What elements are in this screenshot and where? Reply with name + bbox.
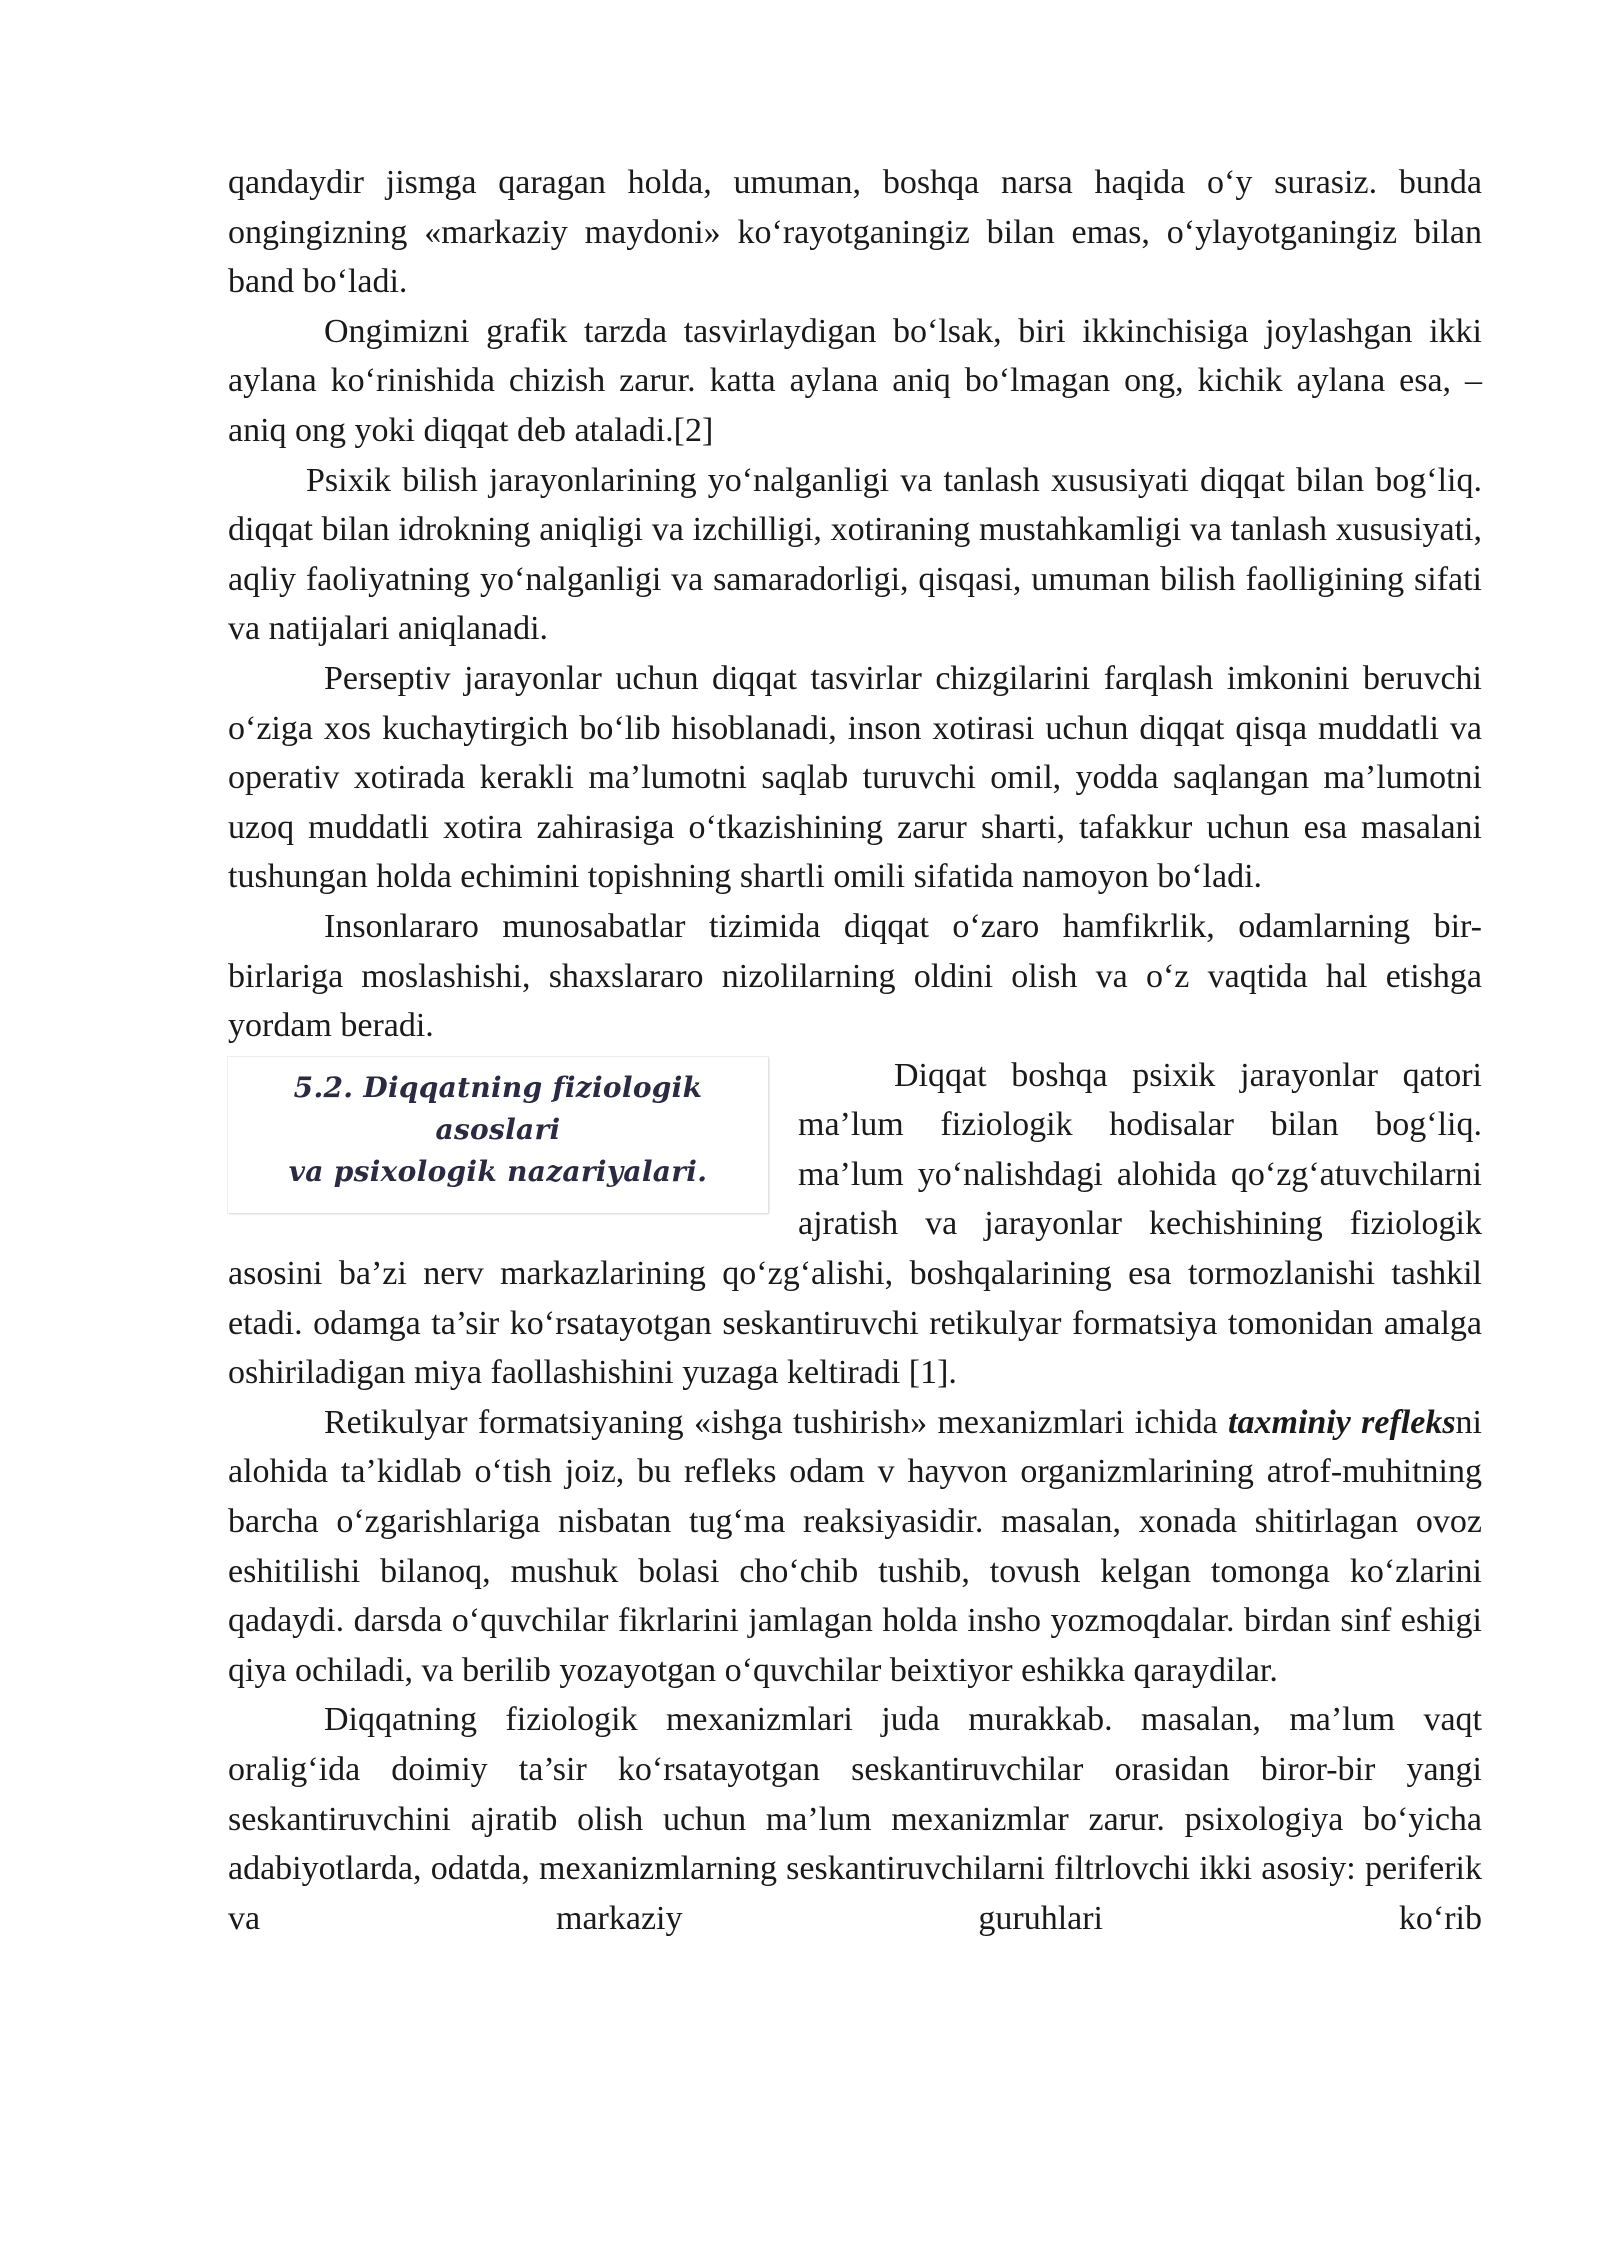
paragraph-6: Diqqat boshqa psixik jarayonlar qatori ma’lum fiziologik hodisalar bilan bog‘liq. ma’lum yo‘nalishdagi alohida qo‘zg‘atuvchilarni ajratish va jarayonlar kechishining fiziologik asosini ba’zi nerv markazlarining qo‘zg‘alishi, boshqalarining esa tormozlanishi tashkil etadi. odamga ta’sir ko‘rsatayotgan seskantiruvchi retikulyar formatsiya tomonidan amalga oshiriladigan miya faollashishini yuzaga keltiradi [1]. — [228, 1056, 1482, 1392]
section-heading-image — [228, 1057, 768, 1213]
paragraph-1: qandaydir jismga qaragan holda, umuman, boshqa narsa haqida o‘y surasiz. bunda ongingizning «markaziy maydoni» ko‘rayotganingiz bilan emas, o‘ylayotganingiz bilan band bo‘ladi. — [228, 164, 1482, 301]
paragraph-3: Psixik bilish jarayonlarining yo‘nalganligi va tanlash xususiyati diqqat bilan bog‘liq. diqqat bilan idrokning aniqligi va izchilligi, xotiraning mustahkamligi va tanlash xususiyati, aqliy faoliyatning yo‘nalganligi va samaradorligi, qisqasi, umuman bilish faolligining sifati va natijalari aniqlanadi. — [228, 461, 1482, 648]
paragraph-7-start: Retikulyar formatsiyaning «ishga tushirish» mexanizmlari ichida — [324, 1403, 1229, 1441]
section-heading-figure — [228, 1051, 776, 1219]
section-heading: 5.2. Diqqatning fiziologik asoslari va psixologik nazariyalari. — [288, 1070, 708, 1188]
term-taxminiy-refleks: taxminiy refleks — [1228, 1403, 1456, 1441]
paragraph-8: Diqqatning fiziologik mexanizmlari juda murakkab. masalan, ma’lum vaqt oralig‘ida doimiy ta’sir ko‘rsatayotgan seskantiruvchilar orasidan biror-bir yangi seskantiruvchini ajratib olish uchun ma’lum mexanizmlar zarur. psixologiya bo‘yicha adabiyotlarda, odatda, mexanizmlarning seskantiruvchilarni filtrlovchi ikki asosiy: periferik va markaziy guruhlari ko‘rib — [228, 1701, 1482, 1937]
paragraph-2: Ongimizni grafik tarzda tasvirlaydigan bo‘lsak, biri ikkinchisiga joylashgan ikki aylana ko‘rinishida chizish zarur. katta aylana aniq bo‘lmagan ong, kichik aylana esa, – aniq ong yoki diqqat deb ataladi.[2] — [228, 312, 1482, 449]
paragraph-5: Insonlararo munosabatlar tizimida diqqat o‘zaro hamfikrlik, odamlarning bir-birlariga moslashishi, shaxslararo nizolilarning oldini olish va o‘z vaqtida hal etishga yordam beradi. — [228, 907, 1482, 1045]
body-text — [228, 158, 1482, 1943]
paragraph-7 — [228, 1398, 1482, 1696]
paragraph-7-rest: ni alohida ta’kidlab o‘tish joiz, bu refleks odam v hayvon organizmlarining atrof-muhitning barcha o‘zgarishlariga nisbatan tug‘ma reaksiyasidir. masalan, xonada shitirlagan ovoz eshitilishi bilanoq, mushuk bolasi cho‘chib tushib, tovush kelgan tomonga ko‘zlarini qadaydi. darsda o‘quvchilar fikrlarini jamlagan holda insho yozmoqdalar. birdan sinf eshigi qiya ochiladi, va berilib yozayotgan o‘quvchilar beixtiyor eshikka qaraydilar. — [228, 1403, 1482, 1689]
paragraph-4: Perseptiv jarayonlar uchun diqqat tasvirlar chizgilarini farqlash imkonini beruvchi o‘ziga xos kuchaytirgich bo‘lib hisoblanadi, inson xotirasi uchun diqqat qisqa muddatli va operativ xotirada kerakli ma’lumotni saqlab turuvchi omil, yodda saqlangan ma’lumotni uzoq muddatli xotira zahirasiga o‘tkazishining zarur sharti, tafakkur uchun esa masalani tushungan holda echimini topishning shartli omili sifatida namoyon bo‘ladi. — [228, 659, 1482, 896]
